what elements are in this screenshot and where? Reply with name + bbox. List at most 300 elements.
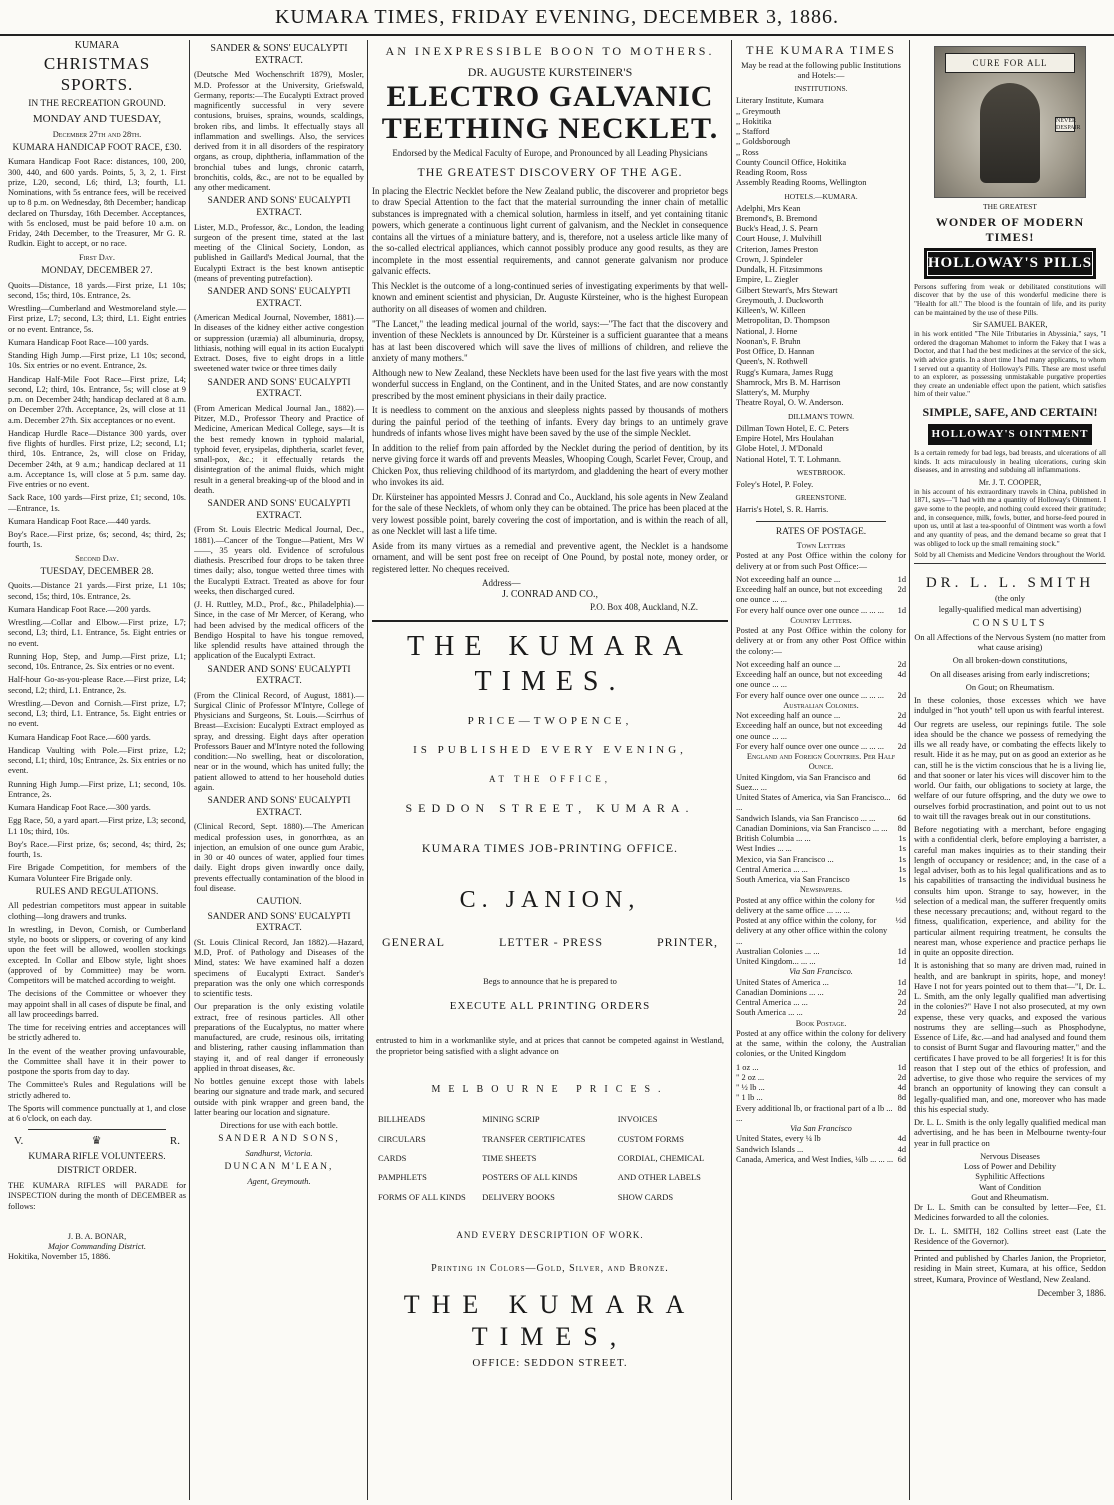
hotel-item: National Hotel, T. T. Lohmann. (736, 454, 841, 464)
hotel-item: Rugg's Kumara, James Rugg (736, 367, 833, 377)
rate-label: Central America ... ... (736, 998, 808, 1008)
rate-value: 2d (897, 711, 906, 721)
event-item: Wrestling.—Devon and Cornish.—First prize, L7; second, L3; third, L1. Entrance, 5s. Eight entries or no event. (8, 698, 186, 729)
eucalypti-p6: (J. H. Ruttley, M.D., Prof., &c., Philadelphia).—Since, in the case of Mr Mercer, of Kerang, who had been advised by the medical officers of the Bendigo Hospital to have his tongue removed, like splendid results have attained through the application of the Eucalypti Extract. (194, 600, 364, 661)
first-day-label: First Day. (78, 252, 115, 262)
price-item: SHOW CARDS (617, 1191, 674, 1202)
town-rates (736, 575, 906, 616)
directory-intro: May be read at the following public Institutions and Hotels:— (741, 60, 901, 80)
rule-item: The Sports will commence punctually at 1, and close at 6 o'clock, on each day. (8, 1103, 186, 1124)
begs-line: Begs to announce that he is prepared to (483, 975, 617, 986)
hotel-item: National, J. Horne (736, 326, 798, 336)
institution-item: County Council Office, Hokitika (736, 157, 847, 167)
rate-row (736, 1073, 906, 1083)
consult-line: On all Affections of the Nervous System (no matter from what cause arising) (914, 632, 1106, 653)
rate-value: 1d (897, 605, 906, 615)
sports-title: CHRISTMAS SPORTS. (43, 54, 151, 94)
hotel-item: Noonan's, F. Bruhn (736, 336, 801, 346)
rate-row (736, 978, 906, 988)
ointment-text: Is a certain remedy for bad legs, bad breasts, and ulcerations of all kinds. It acts miraculously in healing ulcerations, curing skin diseases, and in arresting and subduing all inflammations. (914, 449, 1106, 475)
hotel-item: Buck's Head, J. S. Pearn (736, 224, 818, 234)
printing-colors: Printing in Colors—Gold, Silver, and Bronze. (431, 1263, 669, 1275)
column-holloway (914, 40, 1106, 1500)
book-head: Book Postage. (795, 1018, 847, 1028)
consult-line: On Gout; on Rheumatism. (965, 682, 1055, 692)
price-item: CIRCULARS (378, 1133, 426, 1144)
necklet-paragraph: "The Lancet," the leading medical journal of the world, says:—"The fact that the discovery and invention of these Necklets is announced by Dr. Kürsteiner is a sufficient guarantee that a means has at last been discovered which will save the lives of millions of children, and relieve the anxiety of many mothers." (372, 318, 728, 364)
rate-row (736, 865, 906, 875)
eucalypti-sub-2: SANDER AND SONS' EUCALYPTI EXTRACT. (207, 287, 351, 309)
rate-label: Not exceeding half an ounce ... (736, 711, 841, 721)
signature: J. B. A. BONAR, (67, 1231, 127, 1241)
rate-value: 2d (897, 1008, 906, 1018)
glp-general: GENERAL (382, 935, 445, 950)
pills-text: Persons suffering from weak or debilitated constitutions will discover that by the use of this wonderful medicine there is "Health for all." The blood is the fountain of life, and its purity can be maintained by the use of these Pills. (914, 282, 1106, 317)
never-despair: NEVER DESPAIR (1056, 118, 1081, 131)
eucalypti-p4: (From American Medical Journal Jan., 1882).—Pitzer, M.D., Professor Theory and Practice of Medicine, American Medical College, says—It is the best remedy known in typhoid malarial, typhoid fever, erysipelas, diphtheria, scarlet fever, small-pox, &c.; it effectually retards the disintegration of the animal fluids, which might result in a general breaking-up of the blood and in death. (194, 403, 364, 495)
institution-item: ,, Stafford (736, 127, 770, 137)
first-day-events (8, 281, 186, 551)
rate-label: For every half ounce over one ounce ... ... ... (736, 605, 884, 615)
rate-row (736, 1093, 906, 1103)
event-item: Wrestling.—Collar and Elbow.—First prize, L7; second, L3; third, L1. Entrance, 5s. Eight entries or no event. (8, 618, 186, 648)
hotel-item: Greymouth, J. Duckworth (736, 295, 824, 305)
firm-name: SANDER AND SONS, (218, 1134, 340, 1145)
eucalypti-head: SANDER & SONS' EUCALYPTI EXTRACT. (210, 43, 348, 67)
cooper-text: in his account of his extraordinary travels in China, published in 1871, says—"I had with me a quantity of Holloway's Ointment. I gave some to the people, and nothing could exceed their gratitude; and, in consequence, milk, fowls, butter, and horse-feed poured in upon us, until at last a tea-spoonful of Ointment was worth a fowl and any quantity of peas, and the demand became so great that I was obliged to lock up the small remaining stock." (914, 487, 1106, 548)
glp-letterpress: LETTER - PRESS (498, 935, 603, 950)
rate-value: 2d (897, 741, 906, 751)
smith-paragraph: Dr. L. L. Smith is the only legally qualified medical man advertising, and he has been in Melbourne twenty-four year in full practice on (914, 1118, 1106, 1148)
district-order: DISTRICT ORDER. (57, 1166, 137, 1177)
vr-row (14, 1135, 180, 1148)
rate-value: 4d (897, 1144, 906, 1154)
event-item: Kumara Handicap Foot Race.—200 yards. (8, 604, 151, 614)
eucalypti-sub-5: SANDER AND SONS' EUCALYPTI EXTRACT. (207, 664, 351, 687)
rate-value: 4d (897, 721, 906, 731)
eucalypti-p12: Directions for use with each bottle. (220, 1121, 338, 1131)
necklet-paragraph: It is needless to comment on the anxious and sleepless nights passed by thousands of mothers during the painful period of the teething of infants. Every day brings to an untimely grave hundreds of infants whose lives might have been saved by the use of the simple Necklet. (372, 405, 728, 439)
hotel-item: Empire, L. Ziegler (736, 275, 799, 285)
hotel-item: Court House, J. Mulvihill (736, 234, 822, 244)
paper-price: PRICE—TWOPENCE, (467, 714, 633, 727)
greatest: THE GREATEST (983, 202, 1037, 211)
price-item: PAMPHLETS (378, 1172, 427, 1183)
rate-row (736, 875, 906, 885)
paper-office: AT THE OFFICE, (489, 773, 611, 784)
column-directory (736, 40, 906, 1500)
aus-rates (736, 711, 906, 752)
signature-date: Hokitika, November 15, 1886. (8, 1252, 111, 1262)
sports-dates: December 27th and 28th. (52, 129, 142, 139)
institution-item: ,, Ross (736, 147, 759, 157)
rate-value: 2d (897, 1072, 906, 1082)
smith-paragraph: Our regrets are useless, our repinings futile. The sole idea should be the chance we possess of remedying the ills we all ready have, or combating the effects likely to result. Hide it as he may, put on as good an exterior as he can, still he is the victim conscious that he is a living lie, and that sooner or later his vices will discover him to the world. Our faith, our obligations to society at large, the welfare of our future offspring, and the duty we owe to ourselves forbid procrastination, and point out to us not to wait till the ravages break out in our constitutions. (914, 719, 1106, 821)
dillman-list (736, 424, 906, 465)
doctor-name: DR. AUGUSTE KURSTEINER'S (467, 64, 633, 79)
rate-label: Sandwich Islands, via San Francisco ... ... (736, 813, 876, 823)
eucalypti-p10: Our preparation is the only existing volatile extract, free of resinous particles. All other preparations of the Eucalyptus, no matter where manufactured, are crude, resinous oils, irritating and blistering, rather causing inflammation than staying it, and of real danger if erroneously applied in throat diseases, &c. (194, 1002, 364, 1073)
hotel-item: Criterion, James Preston (736, 244, 819, 254)
rate-row (736, 1155, 906, 1165)
rate-label: 1 oz ... (736, 1062, 759, 1072)
directory-title: THE KUMARA TIMES (746, 43, 896, 57)
volunteers: KUMARA RIFLE VOLUNTEERS. (28, 1151, 166, 1162)
jobprint-office: KUMARA TIMES JOB-PRINTING OFFICE. (421, 841, 679, 856)
eng-head: England and Foreign Countries. Per Half Ounce. (746, 752, 896, 772)
price-item: MINING SCRIP (482, 1114, 540, 1125)
holloway-emblem (934, 46, 1086, 198)
rate-value: 1s (898, 875, 906, 885)
necklet-paragraph: In addition to the relief from pain afforded by the Necklet during the period of dentition, by its nerve giving force it wards off and prevents Measles, Whooping Cough, Scarlet Fever, Croup, and Chicken Pox, thus relieving childhood of its martyrdom, and gladdening the heart of every mother who invokes its aid. (372, 442, 728, 488)
institution-item: Reading Room, Ross (736, 168, 807, 178)
rate-label: British Columbia ... ... (736, 834, 811, 844)
rule-item: The time for receiving entries and acceptances will be strictly adhered to. (8, 1023, 186, 1043)
rate-row (736, 814, 906, 824)
rate-label: Sandwich Islands ... (736, 1144, 804, 1154)
rate-label: West Indies ... ... (736, 844, 792, 854)
rate-value: 4d (897, 1134, 906, 1144)
rate-value: 1s (898, 844, 906, 854)
institution-item: ,, Goldsborough (736, 137, 791, 147)
rate-value: 1s (898, 854, 906, 864)
rate-label: " ½ lb ... (736, 1083, 765, 1093)
masthead: KUMARA TIMES, FRIDAY EVENING, DECEMBER 3, 1886. (0, 6, 1114, 36)
speciality-item: Nervous Diseases (980, 1151, 1040, 1161)
rate-row (736, 1134, 906, 1144)
printer-name: C. JANION, (459, 886, 641, 913)
speciality-item: Want of Condition (978, 1182, 1042, 1192)
district-text: THE KUMARA RIFLES will PARADE for INSPECTION during the month of DECEMBER as follows: (8, 1181, 186, 1211)
town-head: Town Letters (796, 541, 846, 551)
hotel-item: Slattery's, M. Murphy (736, 388, 810, 398)
hotel-item: Globe Hotel, J. M'Donald (736, 444, 823, 454)
westbrook-head: WESTBROOK. (796, 467, 846, 477)
signature-role: Major Commanding District. (48, 1242, 146, 1252)
column-center (372, 40, 728, 1500)
rate-label: Not exceeding half an ounce ... (736, 574, 841, 584)
via-head: Via San Francisco. (789, 967, 853, 977)
rule-item: All pedestrian competitors must appear in suitable clothing—long drawers and trunks. (8, 901, 186, 921)
hotels-list (736, 204, 906, 409)
event-item: Half-hour Go-as-you-please Race.—First prize, L4; second, L2; third, L1. Entrance, 2s. (8, 675, 186, 695)
rate-row (736, 606, 906, 616)
imprint: Printed and published by Charles Janion, the Proprietor, residing in Main street, Kumara, at his office, Seddon street, Kumara, Province of Westland, New Zealand. (914, 1254, 1106, 1284)
event-item: Sack Race, 100 yards—First prize, £1; second, 10s.—Entrance, 1s. (8, 493, 186, 513)
rate-value: 1d (897, 957, 906, 967)
melbourne-prices: MELBOURNE PRICES. (431, 1084, 669, 1096)
eucalypti-p7: (From the Clinical Record, of August, 1881).—Surgical Clinic of Professor M'Intyre, College of Physicians and Surgeons, St. Louis.—Scirrhus of Breast—Excision: Eucalypti Extract employed as spray, and dressing. Eight days after operation Professors Bauer and M'Intyre noted the following condition:—No swelling, heat or discoloration, near or in the wound, which has united fully; the patient allowed to attend to her household duties again. (194, 690, 364, 792)
rate-row (736, 773, 906, 794)
consult-line: On all diseases arising from early indiscretions; (930, 669, 1090, 679)
aus-head: Australian Colonies. (783, 700, 859, 710)
price-item: CUSTOM FORMS (617, 1133, 684, 1144)
hotel-item: Metropolitan, D. Thompson (736, 316, 830, 326)
rate-label: United States of America, via San Francisco... ... (736, 793, 891, 813)
price-item: CARDS (378, 1153, 407, 1164)
paper-name-2: THE KUMARA TIMES, (403, 1290, 697, 1352)
price-item: TIME SHEETS (482, 1153, 537, 1164)
price-item: FORMS OF ALL KINDS (378, 1191, 466, 1202)
rule-item: The Committee's Rules and Regulations will be strictly adhered to. (8, 1080, 186, 1100)
price-item: TRANSFER CERTIFICATES (482, 1133, 586, 1144)
eucalypti-p2: Lister, M.D., Professor, &c., London, the leading surgeon of the present time, stated at the last meeting of the Clinical Society, London, as published in Gaillard's Medical Journal, that the Eucalypti Extract is the best known antiseptic (means of preventing putrefaction). (194, 222, 364, 283)
eucalypti-p1: (Deutsche Med Wochenschrift 1879), Mosler, M.D. Professor at the University, Griefswald, Germany, reports:—The Eucalypti Extract proved magnificently successful in very severe contusions, bruises, sprains, wounds, scaldings, broken ribs, and limbs. It effectually stays all inflammation and swellings. Also, the services derived from it in all disorders of the respiratory organs, as croup, diphtheria, inflammation of the bronchial tubes and lungs, chronic catarrh, bronchitis, colds, &c., are not to be equalled by any other medicament. (194, 70, 364, 193)
rate-label: Every additional lb, or fractional part of a lb ... ... (736, 1103, 893, 1123)
rate-label: Canadian Dominions ... ... (736, 987, 824, 997)
rate-value: 2d (897, 585, 906, 595)
speciality-item: Gout and Rheumatism. (971, 1192, 1049, 1202)
eucalypti-p5: (From St. Louis Electric Medical Journal, Dec., 1881).—Cancer of the Tongue—Patient, Mrs W——, 35 years old. Evidence of scrofulous diathesis. Prescribed four drops to be taken three times daily; also, tongue wetted three times with the Eucalypti Extract. Treated as above for four weeks, then discharged cured. (194, 525, 364, 596)
sold-by: Sold by all Chemists and Medicine Vendors throughout the World. (914, 551, 1106, 560)
first-day: MONDAY, DECEMBER 27. (41, 265, 153, 276)
rate-row (736, 721, 906, 742)
eucalypti-sub-6: SANDER AND SONS' EUCALYPTI EXTRACT. (207, 796, 351, 818)
hygeia-figure-icon (980, 83, 1040, 183)
rate-row (736, 998, 906, 1008)
dillman-head: DILLMAN'S TOWN. (787, 411, 855, 421)
eucalypti-sub-3: SANDER AND SONS' EUCALYPTI EXTRACT. (207, 377, 351, 400)
rate-value: 6d (897, 1154, 906, 1164)
smith-fee: Dr L. L. Smith can be consulted by letter—Fee, £1. Medicines forwarded to all the colonies. (914, 1203, 1106, 1223)
rate-row (736, 793, 906, 814)
event-item: Handicap Vaulting with Pole.—First prize, L2; second, L1; third, 10s; Entrance, 2s. Six entries or no event. (8, 745, 186, 776)
smith-paragraph: It is astonishing that so many are driven mad, ruined in health, and are bankrupt in spirits, hope, and money! Have I not for years pointed out to them that—"I, Dr. L. L. Smith, am the only legally qualified man advertising in the colonies?" Have I not also prosecuted, at my own expense, these very quacks, and exposed the various nostrums they are selling—such as Phosphodyne, Essence of Life, &c.—and had analysed and found them to consist of Burnt Sugar and flavouring matter," and the certificates I have proved to be all forgeries! It is for this reason that I step out of the ethics of profession, and advertise, to give those who require the services of my branch an opportunity of knowing they can consult a legally-qualified man, and one, moreover who has made this his especial study. (914, 961, 1106, 1114)
rate-label: Mexico, via San Francisco ... (736, 854, 834, 864)
consults: CONSULTS (972, 617, 1048, 629)
rate-value: 1s (898, 834, 906, 844)
rate-row (736, 1083, 906, 1093)
country-intro: Posted at any Post Office within the colony for delivery at or from any other Post Office within the colony:— (736, 626, 906, 656)
hotel-item: Theatre Royal, O. W. Anderson. (736, 398, 844, 408)
rate-label: United Kingdom... ... ... (736, 957, 816, 967)
every-description: AND EVERY DESCRIPTION OF WORK. (456, 1230, 644, 1241)
necklet-agent: J. CONRAD AND CO., (501, 589, 599, 601)
rate-row (736, 575, 906, 585)
hotel-item: Adelphi, Mrs Kean (736, 203, 801, 213)
eucalypti-sub-4: SANDER AND SONS' EUCALYPTI EXTRACT. (207, 499, 351, 521)
price-item: DELIVERY BOOKS (482, 1191, 555, 1202)
price-item: AND OTHER LABELS (617, 1172, 701, 1183)
price-item: POSTERS OF ALL KINDS (482, 1172, 578, 1183)
eucalypti-p11: No bottles genuine except those with labels bearing our signature and trade mark, and secured outside with pink wrapper and green band, the latter bearing our location and signature. (194, 1077, 364, 1117)
rate-row (736, 1008, 906, 1018)
westbrook-hotel: Foley's Hotel, P. Foley. (736, 479, 814, 489)
vr-left: V. (14, 1135, 24, 1148)
column-eucalypti (194, 40, 364, 1500)
rate-row (736, 957, 906, 967)
rate-row (736, 855, 906, 865)
rule-item: In the event of the weather proving unfavourable, the Committee shall have it in their power to postpone the sports from day to day. (8, 1046, 186, 1077)
rate-row (736, 988, 906, 998)
address-label: Address— (482, 578, 521, 589)
rate-row (736, 896, 906, 917)
imprint-date: December 3, 1886. (1037, 1287, 1106, 1298)
eucalypti-sub-7: SANDER AND SONS' EUCALYPTI EXTRACT. (207, 911, 351, 934)
glp-line (382, 935, 718, 950)
institutions-head: INSTITUTIONS. (794, 84, 848, 94)
rate-label: Posted at any office within the colony, for delivery at any other office within the colony ... (736, 916, 888, 946)
rate-label: Australian Colonies ... ... (736, 946, 820, 956)
rate-row (736, 660, 906, 670)
handicap-head: KUMARA HANDICAP FOOT RACE, £30. (12, 142, 182, 153)
rate-label: South America ... ... (736, 1008, 803, 1018)
rate-label: For every half ounce over one ounce ... ... ... (736, 741, 884, 751)
rate-value: 1s (898, 864, 906, 874)
rate-label: Exceeding half an ounce, but not exceeding one ounce ... ... (736, 670, 883, 690)
rate-value: ½d (895, 895, 906, 905)
price-item: CORDIAL, CHEMICAL (617, 1153, 705, 1164)
news-head: Newspapers. (799, 885, 843, 895)
hotel-item: Dillman Town Hotel, E. C. Peters (736, 423, 849, 433)
wonder: WONDER OF MODERN TIMES! (935, 215, 1085, 244)
hotel-item: Post Office, D. Hannan (736, 347, 815, 357)
book-intro: Posted at any office within the colony for delivery at the same, within the colony, the Australian colonies, or the United Kingdom (736, 1028, 906, 1059)
rate-label: United States of America ... (736, 977, 829, 987)
necklet-paragraph: In placing the Electric Necklet before the New Zealand public, the discoverer and proprietor begs to draw Special Attention to the fact that the material surrounding the inner chain of metallic substances is impregnated with a chemical solution, harmless in itself, and yet containing titanic powers, which generate a continuous light current of galvanism, and the Necklet in consequence contains all the virtues of a miniature battery, and is, therefore, not a useless article like many of the so-called electrical appliances, which cannot possibly produce any good results, as they are incomplete in the most essential requirements, and cannot generate galvanism nor produce galvanic effects. (372, 185, 728, 277)
consult-lines (914, 633, 1106, 693)
rate-value: 4d (897, 1083, 906, 1093)
rules-head: RULES AND REGULATIONS. (35, 886, 159, 897)
crown-icon: ♛ (91, 1135, 102, 1148)
rate-row (736, 691, 906, 701)
rate-value: 2d (897, 987, 906, 997)
event-item: Kumara Handicap Foot Race.—440 yards. (8, 516, 151, 526)
event-item: Kumara Handicap Foot Race.—300 yards. (8, 803, 151, 813)
rate-label: Exceeding half an ounce, but not exceeding one ounce ... ... (736, 721, 883, 741)
rate-row (736, 742, 906, 752)
sports-venue: IN THE RECREATION GROUND. (28, 98, 166, 109)
hotel-item: Empire Hotel, Mrs Houlahan (736, 434, 834, 444)
rate-value: 8d (897, 1093, 906, 1103)
rate-label: Not exceeding half an ounce ... (736, 659, 841, 669)
rules-list (8, 901, 186, 1124)
rate-row (736, 1063, 906, 1073)
hotel-item: Killeen's, W. Killeen (736, 306, 806, 316)
rate-value: 8d (897, 823, 906, 833)
event-item: Fire Brigade Competition, for members of the Kumara Volunteer Fire Brigade only. (8, 863, 186, 883)
necklet-agent-address: P.O. Box 408, Auckland, N.Z. (590, 601, 698, 612)
rate-label: Posted at any office within the colony for delivery at the same office ... ... ... (736, 895, 875, 915)
handicap-text: Kumara Handicap Foot Race: distances, 100, 200, 300, 440, and 600 yards. Points, 5, 3, 2, 1. First prize, L20, second, L6; third, L3; fourth, L1. Nominations, with 5s entrance fees, will be received up to 8 p.m. on Wednesday, 8th December; handicap declared on Thursday, 16th December. Acceptances, with 5s enclosed, must be paid before 10 a.m. on Friday, 24th December, to the Treasurer, Mr G. R. Rudkin. Eight to accept, or no race. (8, 157, 186, 249)
institutions-list (736, 96, 906, 188)
rate-label: Canada, America, and West Indies, ¼lb ... ... ... (736, 1154, 894, 1164)
sports-kicker: KUMARA (74, 40, 120, 51)
second-day: TUESDAY, DECEMBER 28. (40, 566, 154, 577)
paper-name: THE KUMARA TIMES. (407, 631, 693, 697)
price-item: BILLHEADS (378, 1114, 426, 1125)
town-intro: Posted at any Post Office within the colony for delivery at or from such Post Office:— (736, 551, 906, 571)
rate-value: 6d (897, 793, 906, 803)
event-item: Running Hop, Step, and Jump.—First prize, L1; second, 10s. Entrance, 2s. Six entries or no event. (8, 651, 186, 672)
greenstone-head: GREENSTONE. (795, 493, 847, 503)
rate-label: United States, every ¼ lb (736, 1134, 821, 1144)
rate-row (736, 834, 906, 844)
event-item: Handicap Hurdle Race—Distance 300 yards, over five flights of hurdles. First prize, L2; second, L1; third, 10s. Entrance, 2s, will close on Friday, December 24th, at 9 a.m.; handicap declared at 11 a.m. Acceptance 1s, will close at 5 p.m. same day. Five entries or no event. (8, 428, 186, 490)
rate-row (736, 916, 906, 947)
entrusted-text: entrusted to him in a workmanlike style, and at prices that cannot be competed against in Westland, the proprietor being satisfied with a slight advance on (376, 1035, 724, 1056)
rate-row (736, 844, 906, 854)
consult-line: On all broken-down constitutions, (952, 656, 1068, 666)
via-rates (736, 978, 906, 1019)
rate-label: Canadian Dominions, via San Francisco ... ... (736, 823, 888, 833)
event-item: Egg Race, 50, a yard apart.—First prize, L3; second, L1 10s; third, 10s. (8, 816, 186, 836)
event-item: Running High Jump.—First prize, L1; second, 10s. Entrance, 2s. (8, 779, 186, 799)
smith-body (914, 696, 1106, 1149)
smith-address: Dr. L. L. SMITH, 182 Collins street east (Late the Residence of the Governor). (914, 1226, 1106, 1246)
rate-value: 2d (897, 998, 906, 1008)
necklet-paragraph: Dr. Kürsteiner has appointed Messrs J. Conrad and Co., Auckland, his sole agents in New Zealand for the sale of these Necklets, of whom only they can be obtained. The price has been placed at the very lowest possible point, barely covering the cost of importation, and is within the reach of all, as one Necklet will last a life time. (372, 491, 728, 537)
rate-value: 2d (897, 659, 906, 669)
institution-item: Assembly Reading Rooms, Wellington (736, 178, 867, 188)
postage-head: RATES OF POSTAGE. (775, 526, 867, 537)
event-item: Quoits—Distance, 18 yards.—First prize, L1 10s; second, 15s; third, 10s. Entrance, 2s. (8, 280, 186, 300)
country-head: Country Letters. (790, 615, 852, 625)
vr-right: R. (169, 1135, 180, 1148)
rate-row (736, 1104, 906, 1125)
event-item: Quoits.—Distance 21 yards.—First prize, L1 10s; second, 15s; third, 10s. Entrance, 2s. (8, 581, 186, 601)
via2-head: Via San Francisco (790, 1124, 852, 1134)
institution-item: ,, Hokitika (736, 116, 772, 126)
smith-paragraph: In these colonies, those excesses which we have indulged in "hot youth" tell upon us with fearful interest. (914, 696, 1106, 716)
discovery: THE GREATEST DISCOVERY OF THE AGE. (417, 165, 683, 180)
hotels-head: HOTELS.—KUMARA. (784, 191, 858, 201)
second-day-events (8, 581, 186, 884)
rate-label: United Kingdom, via San Francisco and Suez... ... (736, 772, 871, 792)
agent-name: DUNCAN M'LEAN, (224, 1162, 334, 1173)
rate-value: 1d (897, 946, 906, 956)
holloway-ointment-box: HOLLOWAY'S OINTMENT (928, 424, 1092, 445)
necklet-paragraph: Aside from its many virtues as a remedial and preventive agent, the Necklet is a handsome ornament, and will be sent post free on receipt of One Pound, by postal note, money order, or registered letter. No cheques received. (372, 540, 728, 574)
hotel-item: Dundalk, H. Fitzsimmons (736, 265, 823, 275)
event-item: Boy's Race.—First prize, 6s; second, 4s; third, 2s; fourth, 1s. (8, 839, 186, 860)
endorsed: Endorsed by the Medical Faculty of Europe, and Pronounced by all Leading Physicians (392, 148, 708, 159)
smith-paragraph: Before negotiating with a merchant, before engaging with a confidential clerk, before employing a barrister, a careful man makes inquiries as to their standing their length of occupancy or residence; and, in the case of a legal adviser, both as to his legal qualifications and as to his capabilities of transacting the individual business he consults him upon. Strange to say, however, in the selection of a medical man, the sufferer frequently omits these necessary precautions; and, without regard to the fitness, qualification, experience, and ability for the particular ailment requiring treatment, he consults the nearest man, whose experience and practice perhaps lie in quite an opposite direction. (914, 825, 1106, 958)
hotel-item: Crown, J. Spindeler (736, 254, 803, 264)
execute-line: EXECUTE ALL PRINTING ORDERS (449, 1000, 651, 1013)
rate-label: South America, via San Francisco (736, 875, 850, 885)
rate-row (736, 670, 906, 691)
dr-sub-1: (the only (994, 594, 1025, 604)
rate-row (736, 824, 906, 834)
dr-sub-2: legally-qualified medical man advertising) (938, 604, 1082, 614)
rate-row (736, 947, 906, 957)
product-name: ELECTRO GALVANIC TEETHING NECKLET. (381, 80, 719, 145)
event-item: Standing High Jump.—First prize, L1 10s; second, 10s. Six entries or no event. Entrance, 2s. (8, 351, 186, 371)
paper-street: SEDDON STREET, KUMARA. (405, 800, 695, 815)
necklet-body (372, 186, 728, 576)
eucalypti-p8: (Clinical Record, Sept. 1880).—The American medical profession uses, in gonorrhœa, as an injection, an emulsion of one ounce gum Arabic, in 30 or 40 ounces of water, applied four times daily. Eight drops given inwardly once daily, prevents effectually contamination of the blood in foul disease. (194, 822, 364, 893)
rate-row (736, 711, 906, 721)
rate-value: 6d (897, 813, 906, 823)
eucalypti-p9: (St. Louis Clinical Record, Jan 1882).—Hazard, M.D, Prof. of Pathology and Diseases of the Mind, states: We have examined half a dozen specimens of Eucalypti Extract. Sander's preparation was the only one which corresponds to scientific tests. (194, 937, 364, 999)
second-day-label: Second Day. (75, 553, 119, 563)
rate-label: Exceeding half an ounce, but not exceeding one ounce ... ... (736, 585, 883, 605)
rate-label: For every half ounce over one ounce ... ... ... (736, 690, 884, 700)
eucalypti-p3: (American Medical Journal, November, 1881).—In diseases of the kidney either active congestion or suppression (uræmia) all albuminuria, dropsy, lithiasis, nothing will equal in its action Eucalypti Extract. Doses, five to eight drops in a little sweetened water twice or three times daily (194, 313, 364, 374)
speciality-item: Loss of Power and Debility (963, 1162, 1057, 1172)
rate-row (736, 1145, 906, 1155)
price-items-grid (378, 1114, 722, 1202)
paper-published: IS PUBLISHED EVERY EVENING, (413, 744, 687, 757)
eng-rates (736, 773, 906, 886)
event-item: Kumara Handicap Foot Race.—600 yards. (8, 732, 151, 742)
event-item: Handicap Half-Mile Foot Race—First prize, L4; second, L2; third, 10s. Entrance, 5s; will close at 9 p.m. on December 24th; handicap declared at 8 a.m. on December 27th. Acceptance, 2s, will close at 11 a.m. December 27th. Six acceptances or no event. (8, 374, 186, 425)
hotel-item: Queen's, N. Rothwell (736, 357, 808, 367)
hotel-item: Gilbert Stewart's, Mrs Stewart (736, 285, 838, 295)
rate-value: 4d (897, 670, 906, 680)
caution-head: CAUTION. (256, 897, 302, 908)
